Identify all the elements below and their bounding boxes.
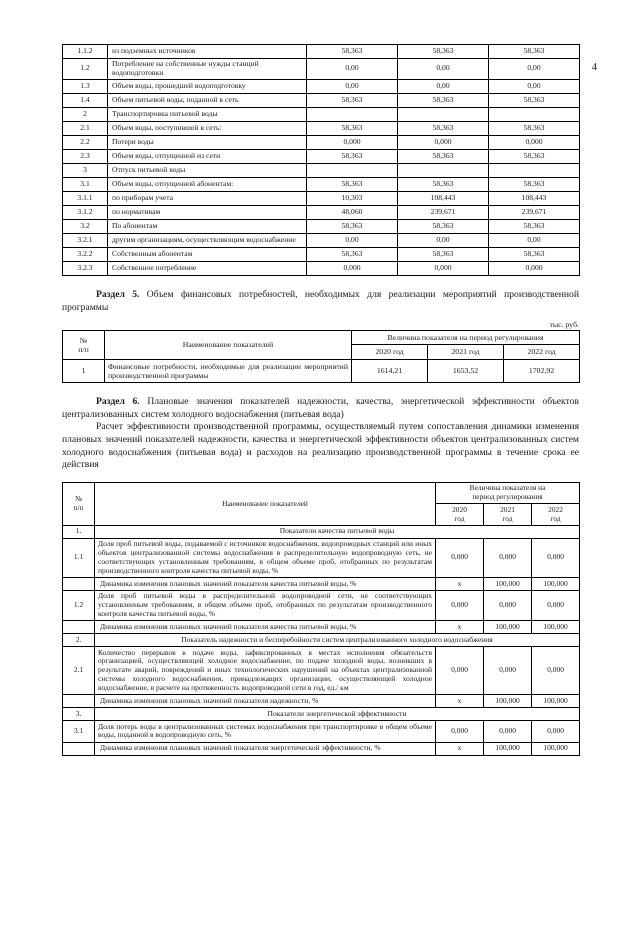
row-name: Отпуск питьевой воды <box>108 163 307 177</box>
row-value-2021: 0,000 <box>398 261 489 275</box>
table-group-row <box>63 634 580 647</box>
row-value-2020: 0,00 <box>307 79 398 93</box>
row-name: Объем питьевой воды, поданной в сеть <box>108 93 307 107</box>
row-value-2020: 1614,21 <box>352 359 428 382</box>
page-number: 4 <box>591 62 597 73</box>
table-row <box>63 205 580 219</box>
row-name: Динамика изменения плановых значений показателя качества питьевой воды, % <box>95 578 436 591</box>
header-2021-line2: год <box>502 513 513 523</box>
row-name: Транспортировка питьевой воды <box>108 107 307 121</box>
row-value-2022: 100,000 <box>532 621 580 634</box>
row-value-2020 <box>307 163 398 177</box>
row-value-2022: 100,000 <box>532 695 580 708</box>
row-index: 1.1 <box>63 538 95 577</box>
header-cell-period: Величина показателя на период регулирования <box>352 331 580 345</box>
table-group-row <box>63 525 580 538</box>
row-index <box>63 742 95 755</box>
row-value-2021: 0,000 <box>484 538 532 577</box>
row-name: Доля проб питьевой воды в распределительной водопроводной сети, не соответствующих установленным требованиям, в общем объеме проб, отобранных по результатам производственного контроля качества питьевой воды, % <box>95 590 436 621</box>
row-value-2020: х <box>436 742 484 755</box>
row-value-2020: 58,363 <box>307 45 398 59</box>
section-6-label: Раздел 6. <box>96 395 140 407</box>
table-row <box>63 121 580 135</box>
row-index: 3.1.1 <box>63 191 108 205</box>
row-name: Объем воды, прошедшей водоподготовку <box>108 79 307 93</box>
row-value-2020: 58,363 <box>307 149 398 163</box>
row-value-2021: 0,000 <box>398 135 489 149</box>
row-value-2021: 58,363 <box>398 93 489 107</box>
document-page <box>0 44 639 949</box>
section-6-paragraph: Расчет эффективности производственной программы, осуществляемый путем сопоставления динамики изменения плановых значений показателей надежности, качества и энергетической эффективности объектов централизованных систем холодного водоснабжения (питьевая вода) и расходов на реализацию производственной программы в течение срока ее действия <box>62 421 579 471</box>
row-value-2022: 0,000 <box>532 590 580 621</box>
row-index: 3.2.2 <box>63 247 108 261</box>
header-number-line2: п/п <box>73 502 84 512</box>
section-6-title: Плановые значения показателей надежности, качества, энергетической эффективности объектов централизованных систем холодного водоснабжения (питьевая вода) <box>62 395 579 420</box>
row-group-name: Показатели энергетической эффективности <box>95 708 580 721</box>
header-cell-2020 <box>436 504 484 525</box>
section-5-title: Объем финансовых потребностей, необходимых для реализации мероприятий производственной программы <box>62 288 579 313</box>
row-value-2022: 0,000 <box>532 647 580 695</box>
table-row <box>63 721 580 743</box>
table-row <box>63 107 580 121</box>
row-name: Динамика изменения плановых значений показателя энергетической эффективности, % <box>95 742 436 755</box>
row-value-2020: 0,000 <box>436 647 484 695</box>
row-value-2022: 100,000 <box>532 578 580 591</box>
row-value-2022: 108,443 <box>489 191 580 205</box>
header-period-line1: Величина показателя на <box>469 483 546 493</box>
row-value-2020: 58,363 <box>307 121 398 135</box>
table-header-row <box>63 331 580 345</box>
table-row <box>63 233 580 247</box>
row-value-2020: 0,000 <box>307 261 398 275</box>
table-row <box>63 359 580 382</box>
water-balance-table <box>62 44 580 276</box>
row-value-2022: 58,363 <box>489 93 580 107</box>
table-row <box>63 578 580 591</box>
table-row <box>63 261 580 275</box>
header-cell-name: Наименование показателей <box>105 331 352 359</box>
row-name: Динамика изменения плановых значений показателя надежности, % <box>95 695 436 708</box>
row-value-2022: 0,000 <box>532 721 580 743</box>
section-5-heading <box>62 289 579 314</box>
row-index: 1.1.2 <box>63 45 108 59</box>
row-value-2021: 100,000 <box>484 621 532 634</box>
row-index: 1. <box>63 525 95 538</box>
table-row <box>63 538 580 577</box>
header-period-line2: период регулирования <box>472 492 543 502</box>
header-cell-number <box>63 331 105 359</box>
table-row <box>63 45 580 59</box>
row-value-2020 <box>307 107 398 121</box>
row-name: по приборам учета <box>108 191 307 205</box>
row-value-2022: 58,363 <box>489 121 580 135</box>
row-value-2020: 0,00 <box>307 233 398 247</box>
header-cell-2022: 2022 год <box>504 345 580 359</box>
table-row <box>63 79 580 93</box>
section-5-label: Раздел 5. <box>96 288 140 300</box>
table-row <box>63 135 580 149</box>
row-group-name: Показатели качества питьевой воды <box>95 525 580 538</box>
row-value-2022: 58,363 <box>489 45 580 59</box>
row-value-2021: 0,000 <box>484 590 532 621</box>
row-value-2020: 58,363 <box>307 219 398 233</box>
row-value-2020: х <box>436 695 484 708</box>
row-value-2021: 58,363 <box>398 149 489 163</box>
row-value-2022: 58,363 <box>489 219 580 233</box>
header-2021-line1: 2021 <box>500 504 515 514</box>
row-value-2022: 239,671 <box>489 205 580 219</box>
row-value-2021: 58,363 <box>398 45 489 59</box>
table-group-row <box>63 708 580 721</box>
row-value-2021: 58,363 <box>398 219 489 233</box>
row-index <box>63 578 95 591</box>
row-index: 3. <box>63 708 95 721</box>
row-value-2021: 58,363 <box>398 121 489 135</box>
row-value-2022: 58,363 <box>489 177 580 191</box>
row-index: 3 <box>63 163 108 177</box>
row-index: 1.2 <box>63 59 108 80</box>
row-value-2021: 0,000 <box>484 721 532 743</box>
row-value-2022: 0,00 <box>489 233 580 247</box>
header-number-line1: № <box>74 494 83 504</box>
row-index: 3.1.2 <box>63 205 108 219</box>
row-value-2022: 0,000 <box>489 135 580 149</box>
row-value-2020: 58,363 <box>307 177 398 191</box>
table-row <box>63 219 580 233</box>
row-index: 1.4 <box>63 93 108 107</box>
row-name: По абонентам <box>108 219 307 233</box>
row-group-name: Показатель надежности и бесперебойности систем централизованного холодного водоснабжения <box>95 634 580 647</box>
row-index: 2. <box>63 634 95 647</box>
row-value-2021: 100,000 <box>484 742 532 755</box>
row-value-2020: х <box>436 578 484 591</box>
header-cell-number <box>63 482 95 525</box>
row-name: Объем воды, поступившей в сеть: <box>108 121 307 135</box>
header-cell-2022 <box>532 504 580 525</box>
header-cell-2021 <box>484 504 532 525</box>
row-name: Объем воды, отпущенной из сети <box>108 149 307 163</box>
row-index: 1.2 <box>63 590 95 621</box>
row-name: из подземных источников <box>108 45 307 59</box>
row-value-2020: 0,000 <box>436 538 484 577</box>
row-name: Количество перерывов в подаче воды, зафиксированных в местах исполнения обязательств организацией, осуществляющей холодное водоснабжение, по подаче холодной воды, возникших в результате аварий, повреждений и иных технологических нарушений на объектах централизованной системы холодного водоснабжения, принадлежащих организации, осуществляющей холодное водоснабжение, в расчете на протяженность водопроводной сети в год, ед./ км <box>95 647 436 695</box>
row-value-2020: 0,000 <box>436 590 484 621</box>
row-value-2021: 239,671 <box>398 205 489 219</box>
row-value-2021: 0,00 <box>398 233 489 247</box>
row-value-2020: х <box>436 621 484 634</box>
header-cell-period <box>436 482 580 503</box>
row-value-2020: 10,303 <box>307 191 398 205</box>
row-name: другим организациям, осуществляющим водоснабжение <box>108 233 307 247</box>
row-value-2022: 100,000 <box>532 742 580 755</box>
header-cell-2021: 2021 год <box>428 345 504 359</box>
row-value-2021 <box>398 163 489 177</box>
row-value-2021: 0,000 <box>484 647 532 695</box>
row-value-2020: 0,000 <box>307 135 398 149</box>
table-row <box>63 59 580 80</box>
row-value-2022: 0,000 <box>489 261 580 275</box>
row-value-2022: 1702,92 <box>504 359 580 382</box>
row-name: по нормативам <box>108 205 307 219</box>
row-name: Собственным абонентам <box>108 247 307 261</box>
row-value-2020: 58,363 <box>307 93 398 107</box>
table-row <box>63 163 580 177</box>
row-index: 3.1 <box>63 177 108 191</box>
row-value-2022: 0,000 <box>532 538 580 577</box>
row-value-2020: 0,00 <box>307 59 398 80</box>
header-2022-line1: 2022 <box>548 504 563 514</box>
row-value-2021: 0,00 <box>398 79 489 93</box>
row-value-2021: 100,000 <box>484 578 532 591</box>
row-name: Объем воды, отпущенной абонентам: <box>108 177 307 191</box>
row-index: 1 <box>63 359 105 382</box>
row-value-2021: 58,363 <box>398 247 489 261</box>
table-row <box>63 647 580 695</box>
row-name: Потери воды <box>108 135 307 149</box>
header-2020-line2: год <box>454 513 465 523</box>
row-value-2022: 58,363 <box>489 247 580 261</box>
row-value-2022 <box>489 107 580 121</box>
row-value-2022: 0,00 <box>489 79 580 93</box>
row-name: Финансовые потребности, необходимые для реализации мероприятий производственной программы <box>105 359 352 382</box>
row-index: 3.2.3 <box>63 261 108 275</box>
row-index: 2.2 <box>63 135 108 149</box>
row-index <box>63 695 95 708</box>
section-5-units: тыс. руб. <box>549 320 579 330</box>
table-row <box>63 149 580 163</box>
row-index: 2 <box>63 107 108 121</box>
row-value-2021: 108,443 <box>398 191 489 205</box>
planned-indicators-table <box>62 482 580 756</box>
row-value-2021: 58,363 <box>398 177 489 191</box>
header-number-line2: п/п <box>78 344 89 354</box>
row-name: Собственное потребление <box>108 261 307 275</box>
row-name: Доля потерь воды в централизованных системах водоснабжения при транспортировке в общем объеме воды, поданной в водопроводную сеть, % <box>95 721 436 743</box>
row-index: 2.3 <box>63 149 108 163</box>
row-value-2021: 1653,52 <box>428 359 504 382</box>
row-name: Доля проб питьевой воды, подаваемой с источников водоснабжения, водопроводных станций или иных объектов централизованной системы водоснабжения в распределительную водопроводную сеть, не соответствующих установленным требованиям, в общем объеме проб, отобранных по результатам производственного контроля качества питьевой воды, % <box>95 538 436 577</box>
row-value-2020: 48,060 <box>307 205 398 219</box>
financial-needs-table <box>62 330 580 383</box>
header-number-line1: № <box>79 335 88 345</box>
table-header-row <box>63 482 580 503</box>
row-index <box>63 621 95 634</box>
row-name: Динамика изменения плановых значений показателя качества питьевой воды, % <box>95 621 436 634</box>
table-row <box>63 191 580 205</box>
header-cell-name: Наименование показателей <box>95 482 436 525</box>
table-row <box>63 93 580 107</box>
section-6-heading <box>62 396 579 421</box>
row-value-2021: 100,000 <box>484 695 532 708</box>
row-index: 2.1 <box>63 647 95 695</box>
row-index: 3.1 <box>63 721 95 743</box>
row-value-2022 <box>489 163 580 177</box>
row-value-2021 <box>398 107 489 121</box>
header-cell-2020: 2020 год <box>352 345 428 359</box>
table-row <box>63 742 580 755</box>
table-row <box>63 590 580 621</box>
row-value-2020: 0,000 <box>436 721 484 743</box>
row-index: 3.2 <box>63 219 108 233</box>
row-index: 2.1 <box>63 121 108 135</box>
row-value-2022: 58,363 <box>489 149 580 163</box>
header-2020-line1: 2020 <box>452 504 467 514</box>
table-row <box>63 695 580 708</box>
row-value-2022: 0,00 <box>489 59 580 80</box>
header-2022-line2: год <box>550 513 561 523</box>
table-row <box>63 247 580 261</box>
table-row <box>63 177 580 191</box>
row-value-2021: 0,00 <box>398 59 489 80</box>
row-value-2020: 58,363 <box>307 247 398 261</box>
table-row <box>63 621 580 634</box>
row-name: Потребление на собственные нужды станций водоподготовки <box>108 59 307 80</box>
row-index: 1.3 <box>63 79 108 93</box>
row-index: 3.2.1 <box>63 233 108 247</box>
